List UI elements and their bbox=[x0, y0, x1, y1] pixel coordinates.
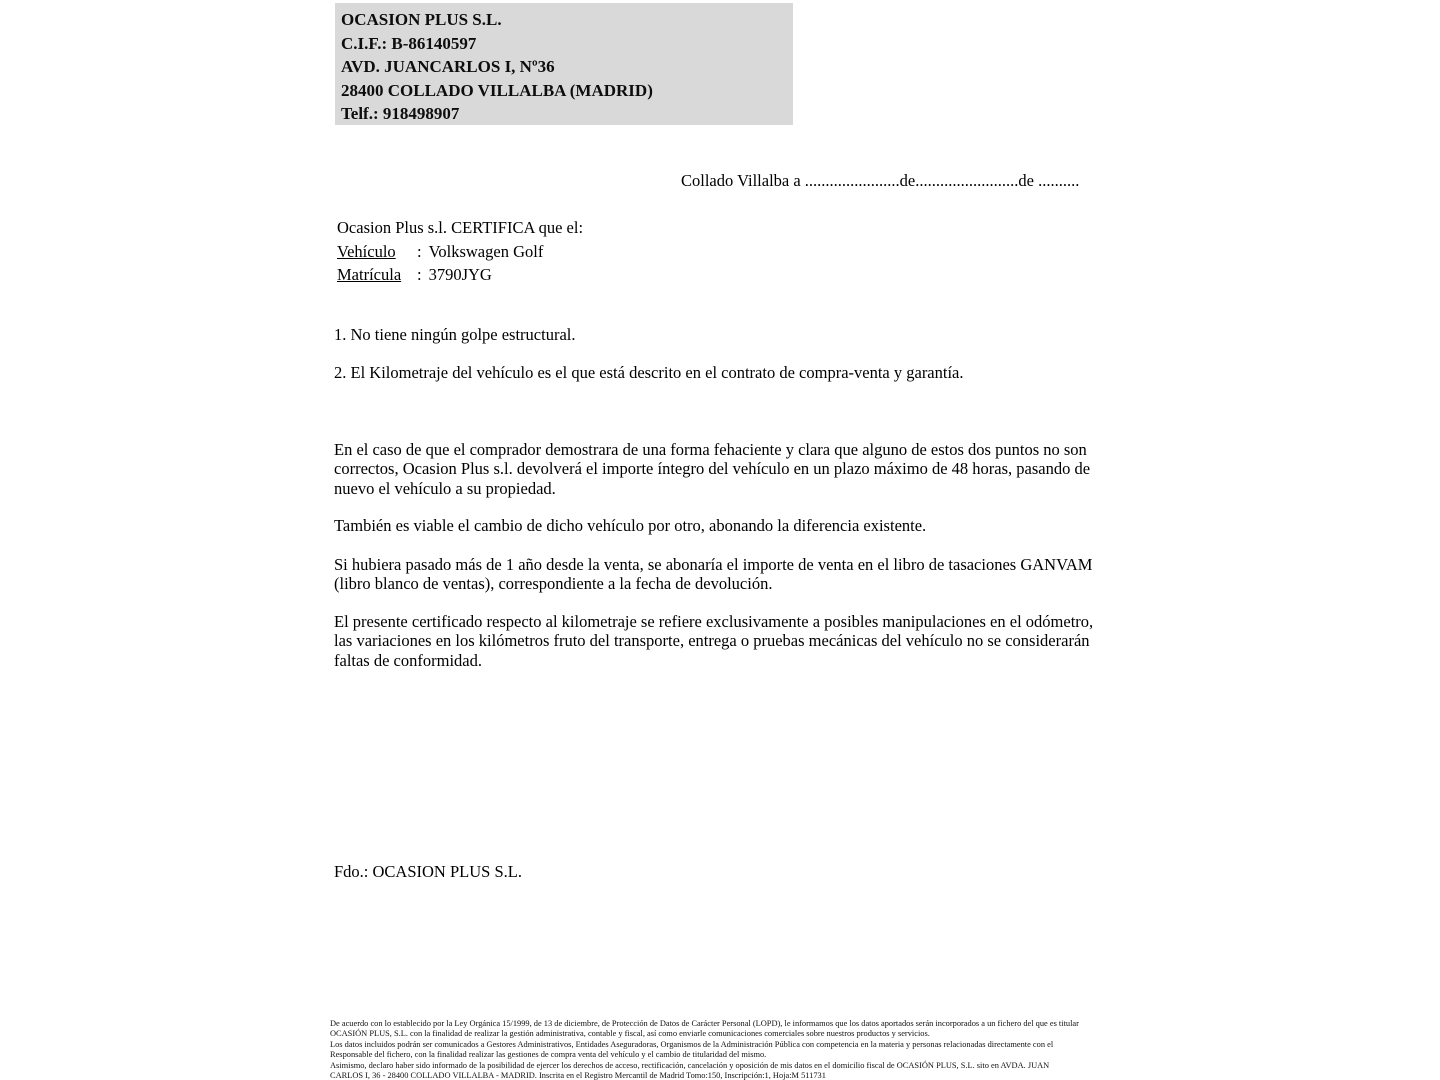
certify-point-2: 2. El Kilometraje del vehículo es el que está descrito en el contrato de compra-venta y garantía. bbox=[334, 363, 964, 382]
company-city: 28400 COLLADO VILLALBA (MADRID) bbox=[341, 80, 653, 100]
company-name: OCASION PLUS S.L. bbox=[341, 10, 502, 29]
vehicle-value: Volkswagen Golf bbox=[428, 241, 544, 261]
legal-notice-block bbox=[330, 1019, 1120, 1080]
plate-colon: : bbox=[417, 265, 422, 285]
vehicle-colon: : bbox=[417, 241, 422, 261]
paragraph-exchange: También es viable el cambio de dicho vehículo por otro, abonando la diferencia existente. bbox=[334, 516, 927, 535]
company-cif: C.I.F.: B-86140597 bbox=[341, 33, 477, 53]
legal-line: CARLOS I, 36 - 28400 COLLADO VILLALBA - MADRID. Inscrita en el Registro Mercantil de Madrid Tomo:150, Inscripción:1, Hoja:M 511731 bbox=[330, 1071, 826, 1080]
legal-line: Responsable del fichero, con la finalidad realizar las gestiones de compra venta del vehículo y el cambio de titularidad del mismo. bbox=[330, 1050, 767, 1060]
paragraph-refund: En el caso de que el comprador demostrara de una forma fehaciente y clara que alguno de estos dos puntos no son correctos, Ocasion Plus s.l. devolverá el importe íntegro del vehículo en un plazo máximo de 48 horas, pasando de nuevo el vehículo a su propiedad. bbox=[334, 440, 1091, 498]
company-phone: Telf.: 918498907 bbox=[341, 104, 460, 123]
certify-intro: Ocasion Plus s.l. CERTIFICA que el: bbox=[337, 218, 584, 237]
legal-line: Asimismo, declaro haber sido informado de la posibilidad de ejercer los derechos de acceso, rectificación, cancelación y oposición de mis datos en el domicilio fiscal de OCASIÓN PLUS, S.L. sito en AVDA. JUAN bbox=[330, 1060, 1050, 1070]
legal-line: OCASIÓN PLUS, S.L. con la finalidad de realizar la gestión administrativa, contable y fiscal, así como enviarle comunicaciones comerciales sobre nuestros productos y servicios. bbox=[330, 1029, 930, 1039]
paragraph-odometer: El presente certificado respecto al kilometraje se refiere exclusivamente a posibles manipulaciones en el odómetro, las variaciones en los kilómetros fruto del transporte, entrega o pruebas mecánicas del vehículo no se considerarán faltas de conformidad. bbox=[334, 612, 1094, 670]
legal-line: Los datos incluidos podrán ser comunicados a Gestores Administrativos, Entidades Aseguradoras, Organismos de la Administración Pública con competencia en la materia y personas relacionadas directamente con el bbox=[330, 1039, 1054, 1049]
plate-label: Matrícula bbox=[337, 265, 402, 285]
signature-line: Fdo.: OCASION PLUS S.L. bbox=[334, 862, 522, 881]
company-address: AVD. JUANCARLOS I, Nº36 bbox=[341, 57, 555, 76]
vehicle-label: Vehículo bbox=[337, 241, 396, 261]
date-line: Collado Villalba a .......................de.........................de .......... bbox=[681, 171, 1080, 190]
certify-point-1: 1. No tiene ningún golpe estructural. bbox=[334, 325, 576, 344]
legal-line: De acuerdo con lo establecido por la Ley Orgánica 15/1999, de 13 de diciembre, de Protección de Datos de Carácter Personal (LOPD), le informamos que los datos aportados serán incorporados a un fichero del que es titular bbox=[330, 1019, 1079, 1028]
certify-block bbox=[337, 216, 583, 287]
plate-field bbox=[337, 263, 583, 287]
paragraph-ganvam: Si hubiera pasado más de 1 año desde la venta, se abonaría el importe de venta en el libro de tasaciones GANVAM (libro blanco de ventas), correspondiente a la fecha de devolución. bbox=[334, 555, 1093, 594]
vehicle-field bbox=[337, 240, 583, 264]
plate-value: 3790JYG bbox=[428, 265, 492, 285]
company-header-box bbox=[335, 3, 793, 125]
